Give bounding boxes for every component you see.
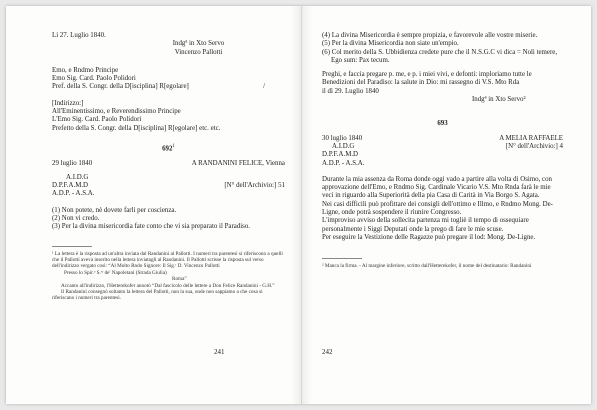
paragraph-2: Nei casi difficili può profittare dei consigli dell'ottimo e Illmo, e Rndmo Mong. De-Ligne, onde potrà sospendere il riunire Congresso. xyxy=(322,200,553,217)
footnote-rule xyxy=(322,258,362,259)
aidg-line-2: D.P.F.A.M.D xyxy=(52,182,89,190)
footnote-1c: Roma” xyxy=(172,276,187,283)
footnote-rule xyxy=(52,246,92,247)
address-line-1: Emo, e Rndmo Principe xyxy=(52,66,119,74)
closing-line-2: Vincenzo Pallotti xyxy=(174,48,223,56)
paragraph-4: Per eseguire la Vestizione delle Ragazze può pregare il lod: Mong. De-Ligne. xyxy=(322,233,536,241)
item-6: (6) Col merito della S. Ubbidienza credete pure che il N.S.G.C vi dica = Noli temere, Ego sum: Pax tecum. xyxy=(322,48,558,64)
footnote-1b: Presso lo Spir.ᵒ S.ᵗᵒ de' Napoletani (Strada Giulia) xyxy=(64,269,167,276)
archivio-number: [N° dell'Archivio:] 4 xyxy=(505,142,563,150)
letter-recipient: A RANDANINI FELICE, Vienna xyxy=(191,159,285,167)
closing-signature: Indgª in Xto Servo² xyxy=(472,96,526,104)
page-number: 241 xyxy=(214,348,225,356)
book-spread xyxy=(6,6,591,404)
letter-date: 30 luglio 1840 xyxy=(322,134,363,142)
pregate-paragraph: Preghi, e faccia pregare p. me, e p. i miei vivi, e defonti: imploriamo tutte le Benedizioni del Paradiso: la salute in Dio: mi rassegno di V.S. Mto Rda xyxy=(322,71,532,87)
address-line-2: Emo Sig. Card. Paolo Polidori xyxy=(52,75,136,83)
footnote-1: ¹ La lettera è la risposta ad un'altra inviata dal Randanini al Pallotti. I numeri tra parentesi si riferiscono a quelli che il Pallotti aveva inserito nella lettera inviatagli al Randanini. Il Pallotti scrisse la risposta sul verso dell'indirizzo vergato così: “Al Molto Rndo Signore: Il Sig.ʳ D. Vincenzo Pallotti xyxy=(52,250,283,270)
letter-recipient: A MELIA RAFFAELE xyxy=(499,134,563,142)
closing-line-1: Indgª in Xto Servo xyxy=(172,40,225,48)
footnote-1d: Accanto all'indirizzo, l'Hetterekofer annotò “Dal fascicolo delle lettere a Don Felice Randanini - G.H.” xyxy=(61,282,275,289)
aidg-line-1: A.I.D.G xyxy=(66,173,89,181)
item-1: (1) Non potete, nè dovete farli per coscienza. xyxy=(52,206,177,214)
indirizzo-line-1: All'Eminentissimo, e Reverendissimo Principe xyxy=(52,108,181,116)
address-line-3: Pref. della S. Congr. della D[isciplina] R[egolare] / xyxy=(52,83,285,91)
letter-header xyxy=(52,160,285,168)
page-241 xyxy=(6,6,302,404)
page-number: 242 xyxy=(322,348,333,356)
letter-number: $692^1$ xyxy=(162,143,175,153)
aidg-line-3: A.D.P. - A.S.A. xyxy=(52,190,95,198)
letter-header xyxy=(322,135,563,143)
aidg-row-1 xyxy=(322,143,563,151)
paragraph-3: L'improviso avviso della sollecita partenza mi togliè il tempo di ossequiare personalmente i Siggi Deputati onde la prego di fare le mie scuse. xyxy=(322,217,529,233)
item-2: (2) Non vi credo. xyxy=(52,215,100,223)
footnote-1e: Il Randanini consegnò soltanto la lettera del Pallotti, non la sua, onde non sappiamo a che cosa si riferiscano i numeri tra parentesi. xyxy=(52,289,263,302)
closing-date: il dì 29. Luglio 1840 xyxy=(322,87,379,95)
aidg-line-2: D.P.F.A.M.D xyxy=(322,151,359,159)
paragraph-1: Durante la mia assenza da Roma donde oggi vado a partire alla volta di Osimo, con approvazione dell'Emo, e Rndmo Sig. Cardinale Vicario V.S. Mto Rnda farà le mie veci in riguardo alla Superiorità della pia Casa di Carità in Via Borgo S. Agata. xyxy=(322,175,552,200)
aidg-line-1: A.I.D.G xyxy=(332,142,355,150)
item-4: (4) La divina Misericordia è sempre propizia, e favorevole alle vostre miserie. xyxy=(322,32,538,39)
indirizzo-line-2: L'Emo Sig. Card. Paolo Polidori xyxy=(52,116,142,124)
address-mark: / xyxy=(263,83,265,91)
aidg-row-2 xyxy=(52,182,285,190)
indirizzo-line-3: Prefetto della S. Congr. della D[isciplina] R[egolare] etc. etc. xyxy=(52,124,221,132)
archivio-number: [N° dell'Archivio:] 51 xyxy=(224,182,285,190)
date-top: Li 27. Luglio 1840. xyxy=(52,32,106,39)
item-5: (5) Per la divina Misericordia non siate un'empio. xyxy=(322,40,459,48)
indirizzo-label: [Indirizzo:] xyxy=(52,99,84,107)
letter-date: 29 luglio 1840 xyxy=(52,159,93,167)
item-3: (3) Per la divina misericordia fate conto che vi sia preparato il Paradiso. xyxy=(52,223,251,231)
page-242 xyxy=(302,6,591,404)
letter-number: 693 xyxy=(437,120,448,128)
footnote-2: ² Manca la firma. - Al margine inferiore, scritto dall'Hetterekofer, il nome del destinatario: Randanini xyxy=(322,263,532,270)
aidg-line-3: A.D.P. - A.S.A. xyxy=(322,159,365,167)
